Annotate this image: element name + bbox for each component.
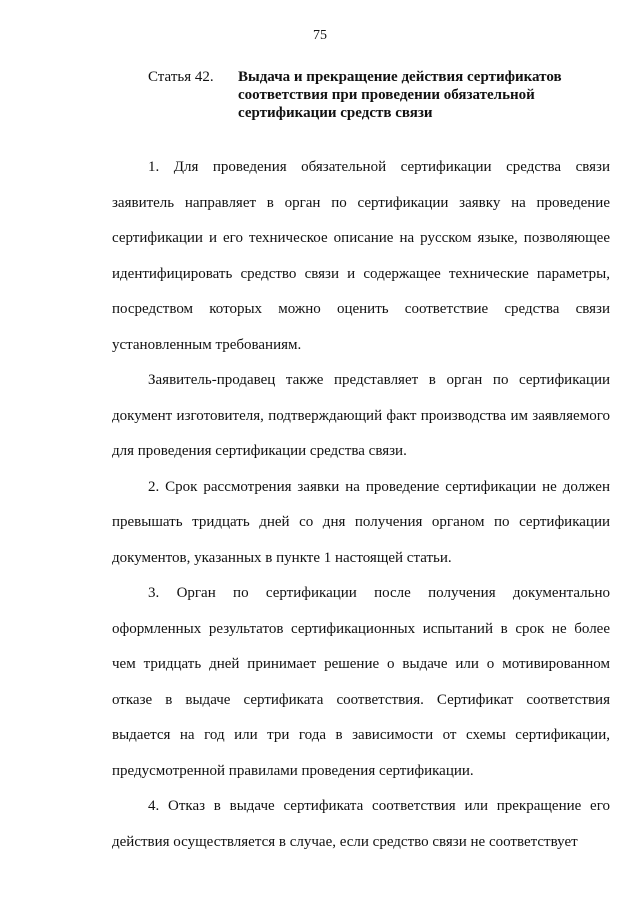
article-title-line: соответствия при проведении обязательной: [238, 87, 535, 103]
paragraph-4: 3. Орган по сертификации после получения документально оформленных результатов сертификационных испытаний в срок не более чем тридцать дней принимает решение о выдаче или о мотивированном отказе в выдаче сертификата соответствия. Сертификат соответствия выдается на год или три года в зависимости от схемы сертификации, предусмотренной правилами проведения сертификации.: [112, 585, 610, 779]
paragraph-3: 2. Срок рассмотрения заявки на проведение сертификации не должен превышать тридцать дней со дня получения органом по сертификации документов, указанных в пункте 1 настоящей статьи.: [112, 478, 610, 566]
document-body: [112, 150, 610, 860]
paragraph-1: 1. Для проведения обязательной сертификации средства связи заявитель направляет в орган по сертификации заявку на проведение сертификации и его техническое описание на русском языке, позволяющее идентифицировать средство связи и содержащее технические параметры, посредством которых можно оценить соответствие средства связи установленным требованиям.: [112, 159, 610, 353]
page-number: 75: [313, 28, 327, 43]
article-title-line: Выдача и прекращение действия сертификатов: [238, 69, 562, 85]
article-title-line: сертификации средств связи: [238, 105, 433, 121]
article-title: [238, 68, 598, 122]
paragraph-5: 4. Отказ в выдаче сертификата соответствия или прекращение его действия осуществляется в случае, если средство связи не соответствует: [112, 798, 610, 850]
article-label: Статья 42.: [148, 69, 214, 85]
paragraph-2: Заявитель-продавец также представляет в орган по сертификации документ изготовителя, подтверждающий факт производства им заявляемого для проведения сертификации средства связи.: [112, 372, 610, 459]
